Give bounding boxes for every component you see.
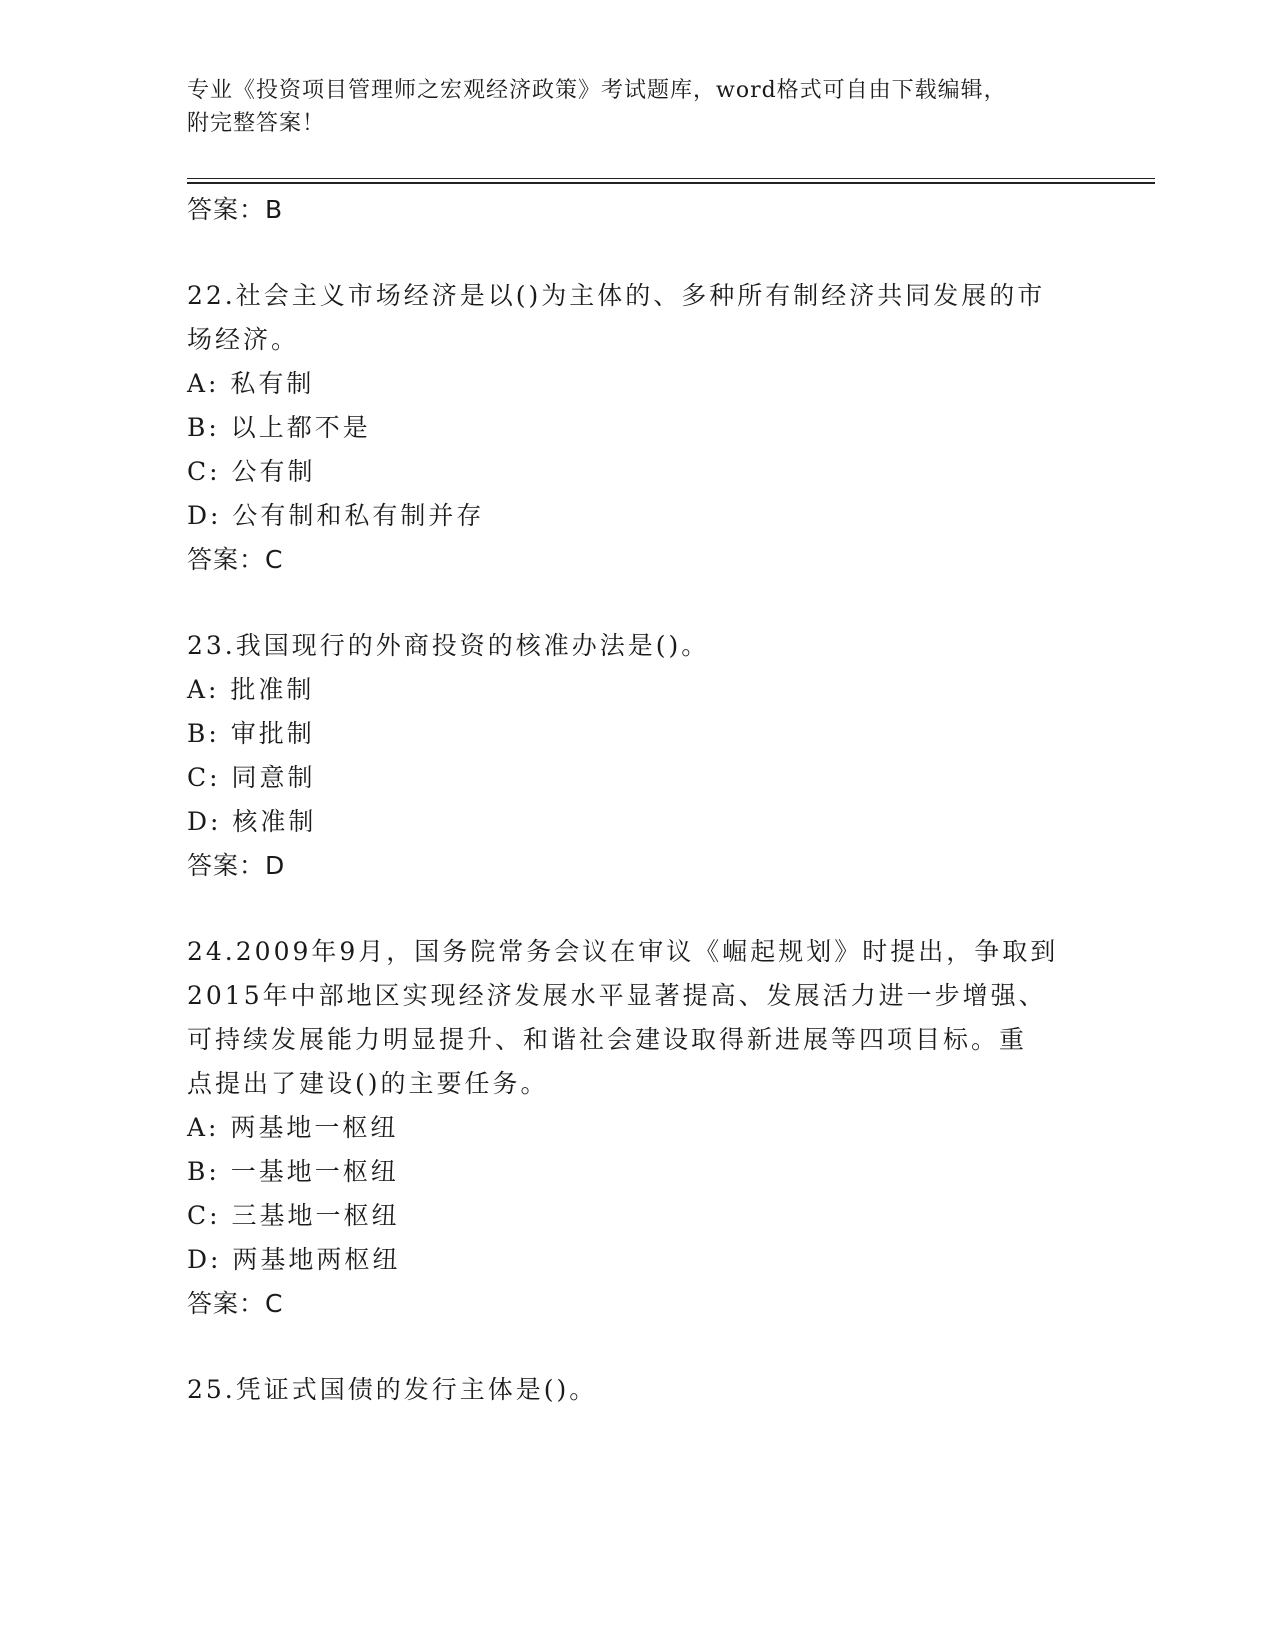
header-divider xyxy=(187,178,1155,184)
question-24-option-b: B: 一基地一枢纽 xyxy=(187,1157,399,1186)
question-24-option-c: C: 三基地一枢纽 xyxy=(187,1201,400,1230)
answer-22: 答案：C xyxy=(187,545,284,574)
header-line-1: 专业《投资项目管理师之宏观经济政策》考试题库，word格式可自由下载编辑， xyxy=(187,78,1007,103)
question-23-option-a: A: 批准制 xyxy=(187,675,315,704)
question-24-option-a: A: 两基地一枢纽 xyxy=(187,1113,399,1142)
question-24-line-4: 点提出了建设()的主要任务。 xyxy=(187,1069,549,1098)
question-22-option-b: B: 以上都不是 xyxy=(187,413,371,442)
question-23-option-c: C: 同意制 xyxy=(187,763,316,792)
header-line-2: 附完整答案！ xyxy=(187,111,326,136)
question-22-option-a: A: 私有制 xyxy=(187,369,315,398)
question-23-option-d: D: 核准制 xyxy=(187,807,317,836)
question-23-line-1: 23.我国现行的外商投资的核准办法是()。 xyxy=(187,631,710,660)
question-24-line-2: 2015年中部地区实现经济发展水平显著提高、发展活力进一步增强、 xyxy=(187,981,1047,1010)
answer-24: 答案：C xyxy=(187,1289,284,1318)
question-24-line-3: 可持续发展能力明显提升、和谐社会建设取得新进展等四项目标。重 xyxy=(187,1025,1028,1054)
document-header xyxy=(187,74,1087,140)
answer-23: 答案：D xyxy=(187,851,286,880)
question-22-option-c: C: 公有制 xyxy=(187,457,316,486)
question-25-line-1: 25.凭证式国债的发行主体是()。 xyxy=(187,1375,598,1404)
question-24-line-1: 24.2009年9月，国务院常务会议在审议《崛起规划》时提出，争取到 xyxy=(187,937,1059,966)
question-22-option-d: D: 公有制和私有制并存 xyxy=(187,501,485,530)
question-22-line-2: 场经济。 xyxy=(187,325,300,354)
answer-21: 答案：B xyxy=(187,195,284,224)
question-24-option-d: D: 两基地两枢纽 xyxy=(187,1245,401,1274)
question-22-line-1: 22.社会主义市场经济是以()为主体的、多种所有制经济共同发展的市 xyxy=(187,281,1046,310)
question-23-option-b: B: 审批制 xyxy=(187,719,315,748)
